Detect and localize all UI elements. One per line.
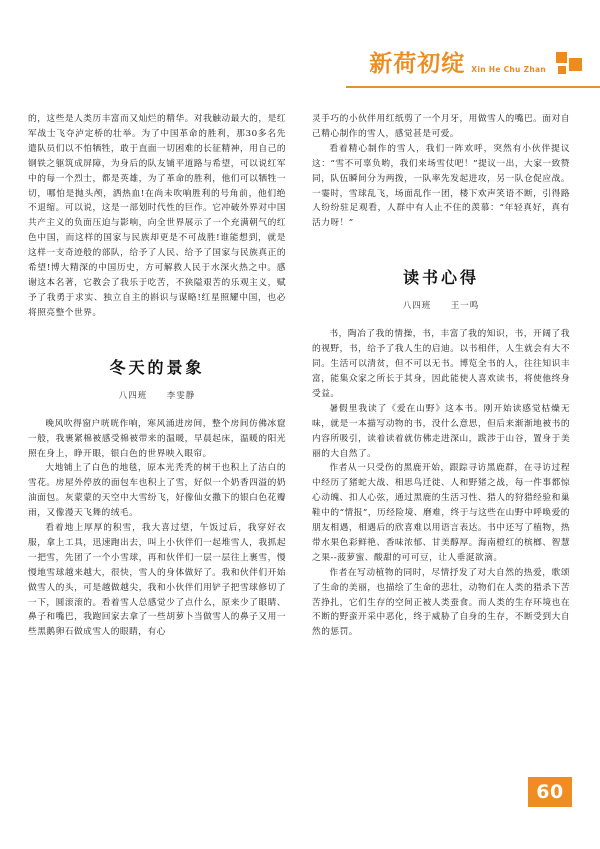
section-title-cn: 新荷初绽 — [369, 51, 466, 77]
paragraph: 看着地上厚厚的积雪，我大喜过望，午饭过后，我穿好衣服，拿上工具，迅速跑出去，叫上小伙伴们一起堆雪人，我抓起一把雪，先团了一个小雪球，再和伙伴们一层一层往上裹雪，慢慢地雪球越来越大，很快，雪人的身体做好了。我和伙伴们开始做雪人的头，可是越做越尖，我和小伙伴们用铲子把雪球修切了一下，圆滚滚的。看着雪人总感觉少了点什么，原来少了眼睛、鼻子和嘴巴，我跑回家去拿了一些胡萝卜当做雪人的鼻子又用一些黑鹅卵石做成雪人的眼睛，有心 — [28, 523, 286, 638]
byline-author: 王一鸣 — [450, 301, 480, 312]
decorative-squares-icon — [556, 52, 582, 78]
left-column — [28, 112, 286, 812]
paragraph: 大地铺上了白色的地毯，原本光秃秃的树干也积上了洁白的雪花。房屋外停放的面包车也积上了雪，好似一个奶香四溢的奶油面包。灰蒙蒙的天空中大雪纷飞，好像仙女撒下的银白色花瓣雨，又像漫天飞舞的绒毛。 — [28, 463, 286, 519]
paragraph: 作者在写动植物的同时，尽情抒发了对大自然的热爱，歌颂了生命的美丽，也描绘了生命的悲壮，动物们在人类的猎杀下苦苦挣扎，它们生存的空间正被人类蚕食。而人类的生存环境也在不断的野蛮开采中恶化，终于威胁了自身的生存，不断受到大自然的惩罚。 — [312, 567, 570, 638]
byline-author: 李雯静 — [166, 390, 196, 401]
paragraph: 晚风吹得窗户咣咣作响，寒风涌进房间，整个房间仿佛冰窟一般，我裹紧棉被感受棉被带来的温暖，早晨起床，温暖的阳光照在身上，睁开眼，银白色的世界映入眼帘。 — [28, 418, 286, 459]
paragraph: 暑假里我读了《爱在山野》这本书。刚开始读感觉枯燥无味，就是一本描写动物的书，没什么意思，但后来渐渐地被书的内容所吸引，读着读着就仿佛走进深山，跋涉于山谷，置身于美丽的大自然了。 — [312, 403, 570, 459]
right-column — [312, 112, 570, 812]
header-divider-rule — [346, 86, 600, 88]
section-title-pinyin: Xin He Chu Zhan — [471, 65, 546, 74]
continued-article-body: 的，这些是人类历丰富而又灿烂的精华。对我触动最大的，是红军战士飞夺泸定桥的壮举。为了中国革命的胜利，那30多名先遣队员们以不怕牺牲，敢于直面一切困难的长征精神，用自己的钢铁之躯筑成屏障，为身后的队友铺平道路与希望，可以说红军中的每一个烈士，都是英雄，为了革命的胜利，他们可以牺牲一切，哪怕是抛头颅，洒热血!在尚未吹响胜利的号角前，他们绝不退缩。可以说，这是一部划时代性的巨作。它冲破外界对中国共产主义的负面压迫与影响，向全世界展示了一个充满朝气的红色中国，而这样的国家与民族却更是不可战胜!谁能想到，就是这样一支奇迹般的部队，给予了人民、给予了国家与民族真正的希望!博大精深的中国历史，方可解救人民于水深火热之中。感谢这本名著，它教会了我乐于吃苦，不狭隘艰苦的乐观主义，赋予了我勇于求实、独立自主的斟识与谋略!红星照耀中国，也必将照亮整个世界。 — [28, 114, 286, 318]
article-title-dongtian: 冬天的景象 — [109, 357, 205, 377]
paragraph: 书，陶冶了我的情操，书，丰富了我的知识，书，开阔了我的视野，书，给予了我人生的启迪。以书相伴，人生就会有大不同。生活可以清贫，但不可以无书。博览全书的人，往往知识丰富，能集众家之所长于其身，因此能使人喜欢读书，将使他终身受益。 — [312, 329, 570, 399]
byline-class: 八四班 — [118, 390, 148, 401]
article-columns — [0, 112, 600, 812]
article-byline-dushu — [312, 288, 570, 327]
article-byline-dongtian — [28, 378, 286, 417]
article-title-dushu: 读书心得 — [402, 268, 479, 288]
paragraph: 看着精心制作的雪人，我们一阵欢呼，突然有小伙伴提议这：“雪不可辜负哟，我们来场雪仗吧！”提议一出，大家一致赞同，队伍瞬间分为两拨，一队率先发起进攻，另一队仓促应战。一霎时，雪球乱飞，场面乱作一团，楼下欢声笑语不断，引得路人纷纷驻足观看，人群中有人止不住的羡慕：“年轻真好，真有活力呀！” — [312, 143, 570, 229]
page-header — [0, 0, 600, 96]
byline-class: 八四班 — [402, 301, 432, 312]
paragraph: 灵手巧的小伙伴用红纸剪了一个月牙，用做雪人的嘴巴。面对自己精心制作的雪人，感觉甚是可爱。 — [312, 114, 570, 139]
paragraph: 作者从一只受伤的黑鹿开始，跟踪寻访黑鹿群，在寻访过程中经历了猪蛇大战、相思鸟迁徙、人和野猪之战，每一件事都惊心动魄、扣人心弦，通过黑鹿的生活习性、猎人的狩猎经验和巢鞋中的“情报”，历经险境、磨难，终于与这些在山野中呼唤爱的朋友相遇，相遇后的欣喜难以用语言表达。书中还写了植物，热带水果色彩鲜艳、香味浓郁、甘美醇厚。海南橙红的槟榔、智慧之果--菠萝蜜、酸甜的可可豆，让人垂涎欲滴。 — [312, 463, 570, 563]
magazine-section-title — [369, 52, 582, 76]
page-number: 60 — [528, 777, 572, 807]
